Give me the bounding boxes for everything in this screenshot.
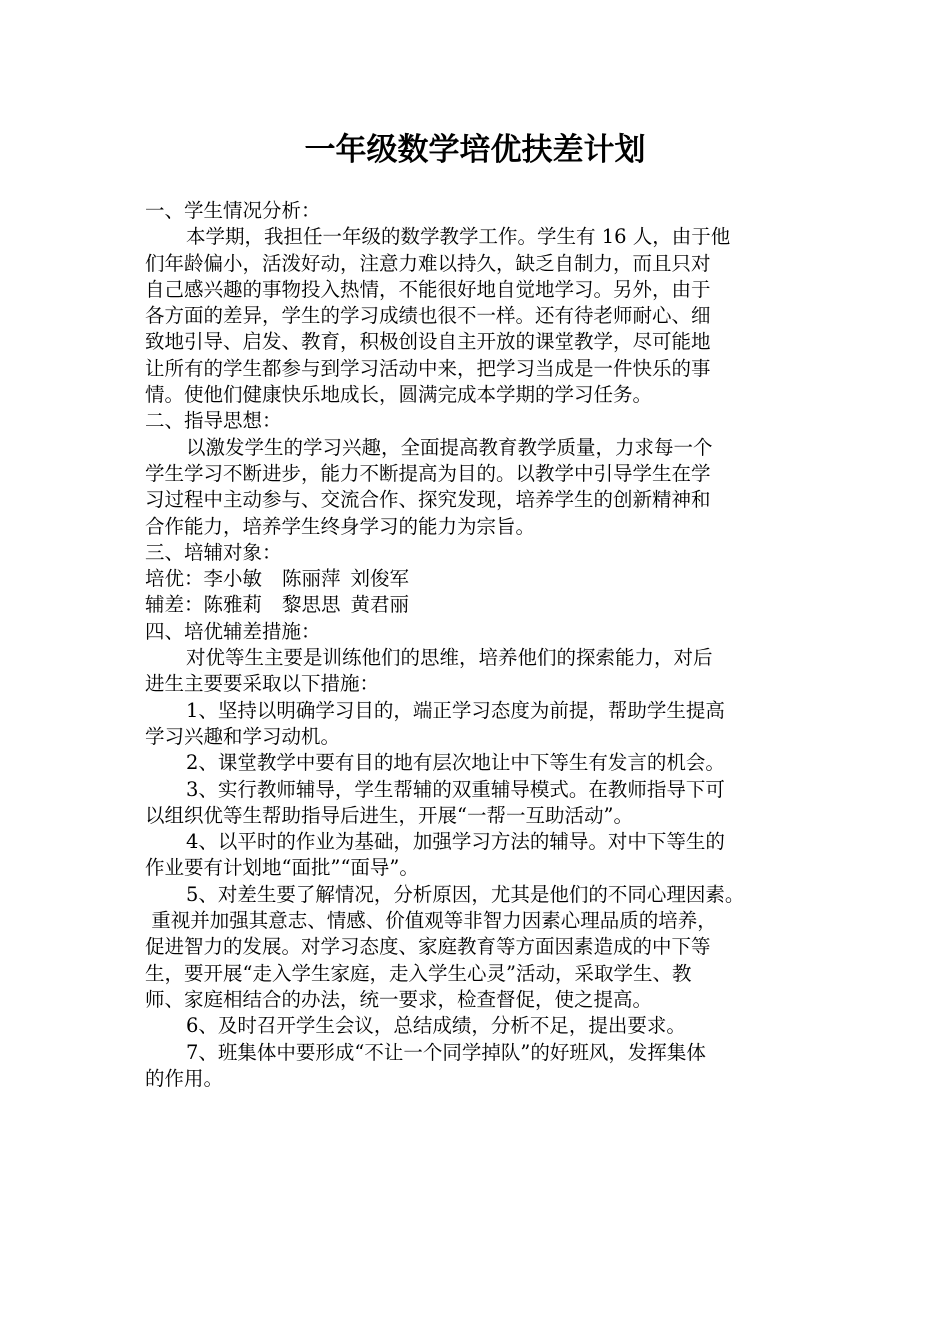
- section-heading-4: 四、培优辅差措施：: [145, 619, 321, 643]
- student-name: 刘俊军: [350, 567, 410, 591]
- measure-item-3: 3、实行教师辅导，学生帮辅的双重辅导模式。在教师指导下可: [186, 777, 725, 801]
- paragraph-line: 学习兴趣和学习动机。: [145, 724, 341, 748]
- paragraph-line: 进生主要要采取以下措施：: [145, 672, 380, 696]
- paragraph-line: 学生学习不断进步，能力不断提高为目的。以教学中引导学生在学: [145, 461, 711, 485]
- paragraph-line: 作业要有计划地“面批”“面导”。: [145, 856, 419, 880]
- section-heading-3: 三、培辅对象：: [145, 540, 282, 564]
- paragraph-line: 本学期，我担任一年级的数学教学工作。学生有 16 人，由于他: [186, 225, 731, 249]
- paragraph-line: 重视并加强其意志、情感、价值观等非智力因素心理品质的培养，: [145, 909, 717, 933]
- peiyou-label: 培优：: [145, 567, 204, 591]
- student-name: 陈雅莉: [203, 593, 263, 617]
- paragraph-line: 让所有的学生都参与到学习活动中来，把学习当成是一件快乐的事: [145, 356, 711, 380]
- paragraph-line: 对优等生主要是训练他们的思维，培养他们的探索能力，对后: [186, 646, 713, 670]
- measure-item-5: 5、对差生要了解情况，分析原因，尤其是他们的不同心理因素。: [186, 882, 745, 906]
- paragraph-line: 们年龄偏小，活泼好动，注意力难以持久，缺乏自制力，而且只对: [145, 251, 711, 275]
- fucha-row: [145, 592, 809, 618]
- student-name: 黎思思: [282, 593, 341, 617]
- paragraph-line: 情。使他们健康快乐地成长，圆满完成本学期的学习任务。: [145, 383, 653, 407]
- student-name: 黄君丽: [350, 593, 410, 617]
- measure-item-4: 4、以平时的作业为基础，加强学习方法的辅导。对中下等生的: [186, 830, 725, 854]
- paragraph-line: 各方面的差异，学生的学习成绩也很不一样。还有待老师耐心、细: [145, 304, 711, 328]
- paragraph-line: 生，要开展“走入学生家庭，走入学生心灵”活动，采取学生、教: [145, 961, 692, 985]
- paragraph-line: 习过程中主动参与、交流合作、探究发现，培养学生的创新精神和: [145, 488, 711, 512]
- document-body: [145, 198, 809, 1092]
- measure-item-1: 1、坚持以明确学习目的，端正学习态度为前提，帮助学生提高: [186, 698, 725, 722]
- measure-item-6: 6、及时召开学生会议，总结成绩，分析不足，提出要求。: [186, 1014, 686, 1038]
- document-title: 一年级数学培优扶差计划: [304, 132, 646, 168]
- measure-item-7: 7、班集体中要形成“不让一个同学掉队”的好班风，发挥集体: [186, 1040, 706, 1064]
- measure-item-2: 2、课堂教学中要有目的地有层次地让中下等生有发言的机会。: [186, 751, 725, 775]
- paragraph-line: 致地引导、启发、教育，积极创设自主开放的课堂教学，尽可能地: [145, 330, 711, 354]
- student-name: 陈丽萍: [282, 567, 341, 591]
- section-heading-2: 二、指导思想：: [145, 409, 282, 433]
- peiyou-row: [145, 566, 809, 592]
- section-heading-1: 一、学生情况分析：: [145, 199, 321, 222]
- paragraph-line: 的作用。: [145, 1066, 224, 1090]
- paragraph-line: 以组织优等生帮助指导后进生，开展“一帮一互助活动”。: [145, 803, 633, 827]
- paragraph-line: 合作能力，培养学生终身学习的能力为宗旨。: [145, 514, 536, 538]
- paragraph-line: 自己感兴趣的事物投入热情，不能很好地自觉地学习。另外，由于: [145, 277, 711, 301]
- paragraph-line: 以激发学生的学习兴趣，全面提高教育教学质量，力求每一个: [186, 435, 713, 459]
- paragraph-line: 师、家庭相结合的办法，统一要求，检查督促，使之提高。: [145, 987, 653, 1011]
- paragraph-line: 促进智力的发展。对学习态度、家庭教育等方面因素造成的中下等: [145, 935, 711, 959]
- student-name: 李小敏: [203, 567, 263, 591]
- fucha-label: 辅差：: [145, 593, 204, 617]
